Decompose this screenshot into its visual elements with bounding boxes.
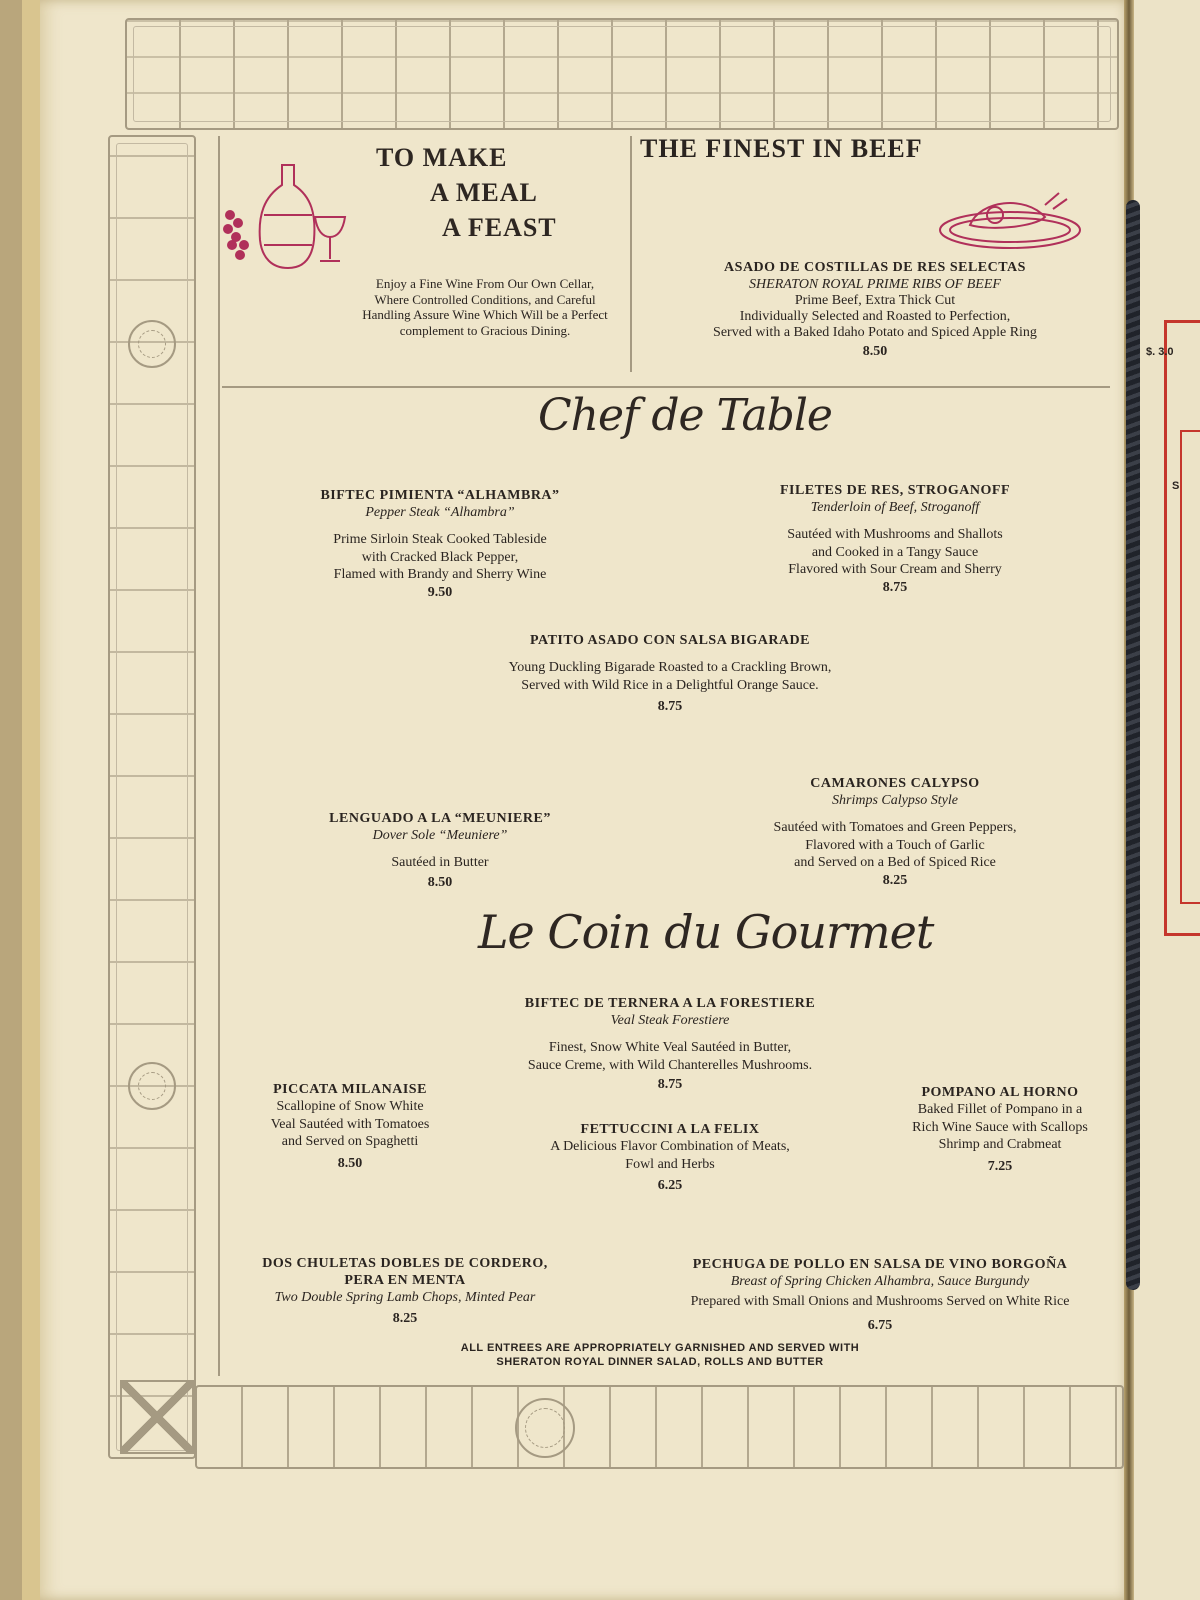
inner-border-line [218,136,220,1376]
dish-description: Prime Beef, Extra Thick Cut Individually Selected and Roasted to Perfection, Served with a Baked Idaho Potato and Spiced Apple Ring [713,293,1037,340]
wine-description: Enjoy a Fine Wine From Our Own Cellar, Where Controlled Conditions, and Careful Handling Assure Wine Which Will be a Perfect complement to Gracious Dining. [362,276,608,338]
ornamental-border-top [125,18,1119,130]
menu-item [420,632,920,716]
dish-description: Finest, Snow White Veal Sautéed in Butter, Sauce Creme, with Wild Chanterelles Mushrooms. [527,1040,813,1073]
dish-description: A Delicious Flavor Combination of Meats, Fowl and Herbs [550,1139,790,1172]
rosette-ornament [128,1062,176,1110]
beef-heading: THE FINEST IN BEEF [640,134,923,163]
dish-translation: Pepper Steak “Alhambra” [365,505,515,520]
dish-price: 8.25 [882,872,908,888]
dish-name: CAMARONES CALYPSO [810,776,980,791]
dish-description: Sautéed with Mushrooms and Shallots and Cooked in a Tangy Sauce Flavored with Sour Cream and Sherry [787,527,1003,577]
adjacent-red-border-inner [1180,430,1200,904]
dish-translation: Veal Steak Forestiere [610,1013,730,1028]
footer-line: SHERATON ROYAL DINNER SALAD, ROLLS AND BUTTER [496,1356,824,1368]
wine-heading-line: TO MAKE [376,143,508,172]
menu-item [440,995,900,1094]
rosette-ornament [515,1398,575,1458]
dish-translation: Breast of Spring Chicken Alhambra, Sauce Burgundy [730,1274,1030,1289]
dish-name: ASADO DE COSTILLAS DE RES SELECTAS [724,260,1026,275]
dish-description: Scallopine of Snow White Veal Sautéed with Tomatoes and Served on Spaghetti [270,1099,430,1149]
ornamental-border-bottom [195,1385,1124,1469]
wine-heading-line: A MEAL [430,178,538,207]
chef-de-table-heading: Chef de Table [538,390,832,441]
dish-description: Prime Sirloin Steak Cooked Tableside with Cracked Black Pepper, Flamed with Brandy and Sherry Wine [333,532,547,582]
menu-item [700,482,1090,597]
dish-price: 8.75 [657,699,683,714]
dish-price: 8.75 [882,579,908,595]
dish-price: 8.50 [862,344,888,359]
dish-name: POMPANO AL HORNO [921,1085,1079,1100]
dish-name: PECHUGA DE POLLO EN SALSA DE VINO BORGOÑA [692,1257,1068,1272]
dish-description: Prepared with Small Onions and Mushrooms Served on White Rice [690,1294,1070,1309]
menu-item [230,1081,470,1173]
adjacent-text-fragment: S [1172,480,1180,492]
menu-item [220,1255,590,1328]
dish-price: 8.25 [392,1311,418,1326]
dish-translation: Dover Sole “Meuniere” [372,828,508,843]
menu-item [630,1256,1130,1335]
divider-line-vertical [630,136,632,372]
menu-item [270,487,610,602]
dish-price: 8.50 [337,1155,363,1171]
dish-name: PATITO ASADO CON SALSA BIGARADE [529,633,810,648]
dish-name: FETTUCCINI A LA FELIX [580,1122,760,1137]
dish-name: DOS CHULETAS DOBLES DE CORDERO, PERA EN MENTA [262,1256,548,1288]
roast-platter-illustration-icon [935,185,1085,255]
wine-heading-line: A FEAST [442,213,557,242]
menu-item [880,1084,1120,1176]
binding-cord [1126,200,1140,1290]
entrees-footer-note [420,1341,900,1369]
dish-name: PICCATA MILANAISE [273,1082,427,1097]
dish-name: BIFTEC PIMIENTA “ALHAMBRA” [320,488,560,503]
menu-item [500,1121,840,1195]
dish-price: 9.50 [427,584,453,600]
dish-price: 8.50 [427,874,453,890]
menu-item [270,810,610,892]
footer-line: ALL ENTREES ARE APPROPRIATELY GARNISHED AND SERVED WITH [460,1342,860,1354]
beef-special [640,259,1110,361]
adjacent-price-fragment: $. 3.0 [1146,346,1174,358]
dish-price: 7.25 [987,1158,1013,1174]
divider-line [222,386,1110,388]
adjacent-page [1132,0,1200,1600]
dish-description: Sautéed in Butter [391,855,489,870]
dish-price: 6.75 [867,1317,893,1333]
dish-price: 8.75 [657,1077,683,1092]
dish-description: Baked Fillet of Pompano in a Rich Wine Sauce with Scallops Shrimp and Crabmeat [912,1102,1088,1152]
dish-price: 6.25 [657,1178,683,1193]
dish-description: Young Duckling Bigarade Roasted to a Crackling Brown, Served with Wild Rice in a Delightful Orange Sauce. [508,660,832,693]
dish-translation: Shrimps Calypso Style [832,793,958,808]
dish-translation: Tenderloin of Beef, Stroganoff [810,500,980,515]
wine-illustration-icon [220,155,355,280]
dish-name: LENGUADO A LA “MEUNIERE” [329,811,551,826]
rosette-ornament [128,320,176,368]
dish-translation: SHERATON ROYAL PRIME RIBS OF BEEF [749,277,1001,292]
corner-ornament [120,1380,194,1454]
gourmet-heading: Le Coin du Gourmet [478,905,934,959]
menu-item [700,775,1090,890]
dish-translation: Two Double Spring Lamb Chops, Minted Pear [274,1290,536,1305]
dish-name: FILETES DE RES, STROGANOFF [779,483,1011,498]
dish-name: BIFTEC DE TERNERA A LA FORESTIERE [524,996,816,1011]
dish-description: Sautéed with Tomatoes and Green Peppers, Flavored with a Touch of Garlic and Served on a Bed of Spiced Rice [773,820,1017,870]
wine-heading [376,140,616,245]
